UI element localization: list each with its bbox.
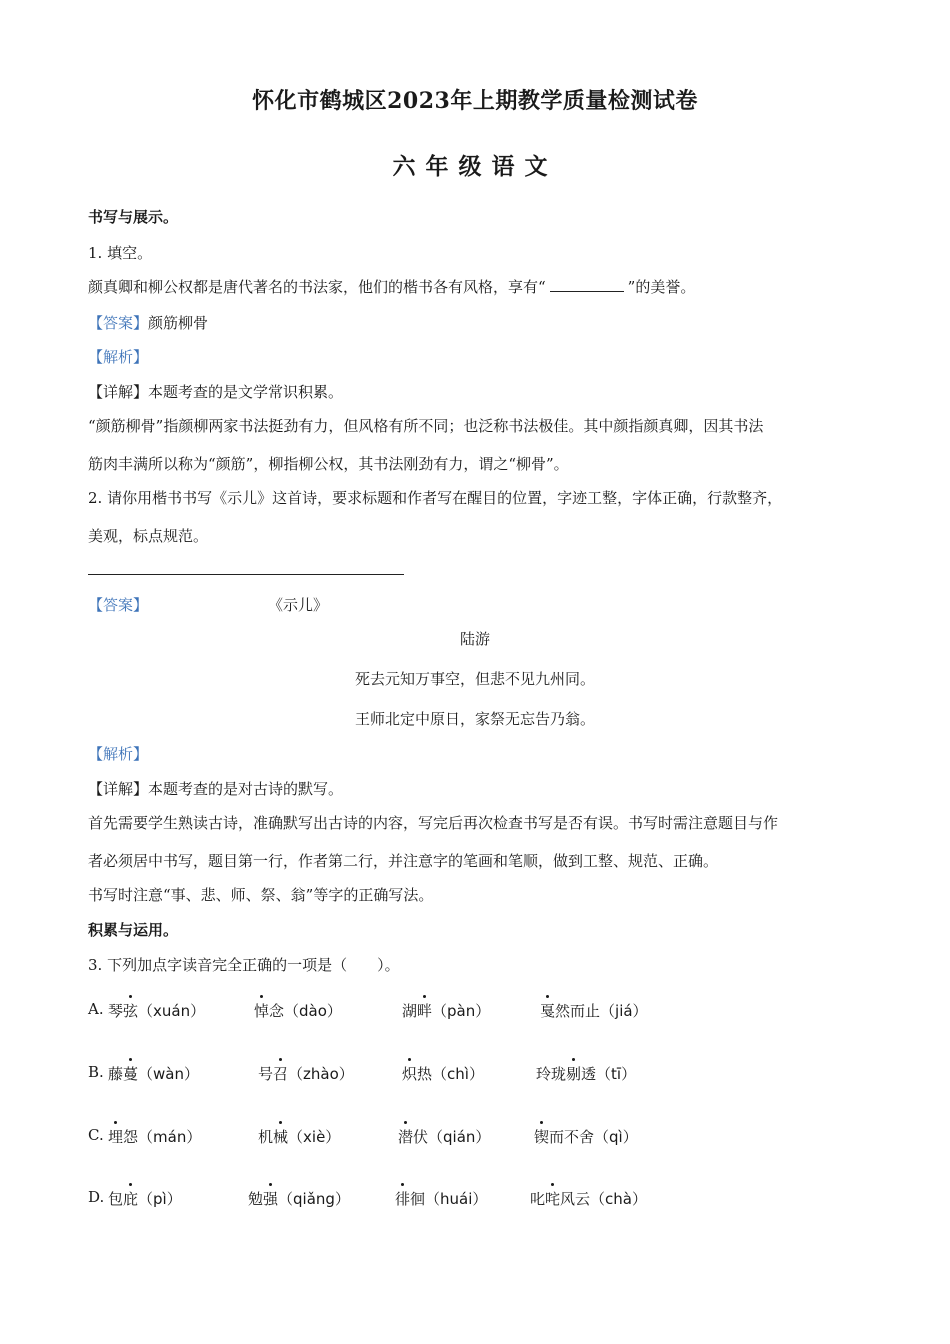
pinyin: （tī） [596,1065,637,1083]
word-text: 琴 [108,1002,124,1020]
dotted-character: 庇 [123,1190,139,1208]
poem-line-1: 死去元知万事空，但悲不见九州同。 [354,670,595,688]
option-label: A. [88,1000,104,1018]
page-title: 怀化市鹤城区2023年上期教学质量检测试卷 [252,88,698,114]
word-text: 伏 [413,1128,429,1146]
q1-answer-text: 颜筋柳骨 [148,314,209,332]
answer-tag: 【答案】 [88,314,149,332]
word-text: 透 [581,1065,597,1083]
option-word [108,1188,182,1209]
pinyin: （qiǎng） [278,1190,350,1208]
q1-stem-after: ”的美誉。 [627,278,696,296]
option-label: B. [88,1063,104,1081]
q2-explain-line3: 书写时注意“事、悲、师、祭、翁”等字的正确写法。 [88,886,434,904]
dotted-character: 埋 [108,1128,124,1146]
option-word [258,1126,340,1147]
q2-line1: 2. 请你用楷书书写《示儿》这首诗，要求标题和作者写在醒目的位置，字迹工整，字体正确，行款整齐， [88,489,783,507]
option-word [536,1063,636,1084]
option-word [402,1000,490,1021]
option-word [248,1188,350,1209]
q1-number: 1. 填空。 [88,244,153,262]
option-word [108,1126,201,1147]
option-label: D. [88,1188,105,1206]
dotted-character: 锲 [534,1128,550,1146]
poem-author: 陆游 [459,630,490,648]
pinyin: （chà） [590,1190,647,1208]
q2-detail [88,778,343,799]
word-text: 藤 [108,1065,124,1083]
dotted-character: 徘 [395,1190,411,1208]
word-text: 热 [417,1065,433,1083]
option-word [108,1063,199,1084]
dotted-character: 咤 [545,1190,561,1208]
dotted-character: 戛 [540,1002,556,1020]
word-text: 而不舍 [549,1128,595,1146]
dotted-character: 强 [263,1190,279,1208]
option-word [254,1000,342,1021]
option-word [540,1000,648,1021]
dotted-character: 召 [273,1065,289,1083]
q1-explain-line1: “颜筋柳骨”指颜柳两家书法挺劲有力，但风格有所不同；也泛称书法极佳。其中颜指颜真卿，因其书法 [88,417,764,435]
page-subtitle: 六年级语文 [392,153,558,180]
word-text: 机 [258,1128,274,1146]
option-word [534,1126,638,1147]
word-text: 徊 [410,1190,426,1208]
dotted-character: 剔 [566,1065,582,1083]
section-heading-accumulation: 积累与运用。 [88,921,179,939]
dotted-character: 潜 [398,1128,414,1146]
q1-stem-before: 颜真卿和柳公权都是唐代著名的书法家，他们的楷书各有风格，享有“ [88,278,546,296]
dotted-character: 炽 [402,1065,418,1083]
dotted-character: 械 [273,1128,289,1146]
word-text: 包 [108,1190,124,1208]
q1-answer-blank [550,277,624,292]
option-word [108,1000,205,1021]
pinyin: （qì） [594,1128,638,1146]
pinyin: （dào） [284,1002,342,1020]
option-word [395,1188,487,1209]
word-text: 号 [258,1065,274,1083]
q1-explain-line2: 筋肉丰满所以称为“颜筋”，柳指柳公权，其书法刚劲有力，谓之“柳骨”。 [88,455,569,473]
pinyin: （xiè） [288,1128,341,1146]
q2-explain-line1: 首先需要学生熟读古诗，准确默写出古诗的内容，写完后再次检查书写是否有误。书写时需注意题目与作 [88,814,779,832]
word-text: 风云 [560,1190,591,1208]
word-text: 玲珑 [536,1065,567,1083]
pinyin: （zhào） [288,1065,354,1083]
pinyin: （wàn） [138,1065,199,1083]
pinyin: （qián） [428,1128,491,1146]
dotted-character: 悼 [254,1002,270,1020]
analysis-tag: 【解析】 [88,348,149,366]
word-text: 湖 [402,1002,418,1020]
poem-line-2: 王师北定中原日，家祭无忘告乃翁。 [354,710,595,728]
option-word [402,1063,484,1084]
word-text: 叱 [530,1190,546,1208]
q1-detail [88,381,343,402]
option-word [398,1126,490,1147]
pinyin: （pàn） [432,1002,491,1020]
poem-title: 《示儿》 [268,596,329,614]
detail-tag: 【详解】 [88,780,149,798]
q3-stem: 3. 下列加点字读音完全正确的一项是（ ）。 [88,956,400,974]
q2-detail-text: 本题考查的是对古诗的默写。 [148,780,344,798]
section-heading-writing: 书写与展示。 [88,208,179,226]
word-text: 念 [269,1002,285,1020]
dotted-character: 蔓 [123,1065,139,1083]
dotted-character: 弦 [123,1002,139,1020]
pinyin: （huái） [425,1190,488,1208]
pinyin: （chì） [432,1065,484,1083]
word-text: 然而止 [555,1002,601,1020]
dotted-character: 畔 [417,1002,433,1020]
word-text: 勉 [248,1190,264,1208]
q2-line2: 美观，标点规范。 [88,527,209,545]
pinyin: （pì） [138,1190,182,1208]
word-text: 怨 [123,1128,139,1146]
pinyin: （xuán） [138,1002,206,1020]
q1-answer [88,312,208,333]
q2-answer-tag: 【答案】 [88,596,149,614]
answer-line [88,574,404,575]
option-word [530,1188,647,1209]
detail-tag: 【详解】 [88,383,149,401]
option-word [258,1063,354,1084]
option-label: C. [88,1126,104,1144]
q1-stem [88,276,695,297]
pinyin: （mán） [138,1128,202,1146]
q2-explain-line2: 者必须居中书写，题目第一行，作者第二行，并注意字的笔画和笔顺，做到工整、规范、正确。 [88,852,719,870]
pinyin: （jiá） [600,1002,648,1020]
q1-detail-text: 本题考查的是文学常识积累。 [148,383,344,401]
q2-analysis-tag: 【解析】 [88,745,149,763]
